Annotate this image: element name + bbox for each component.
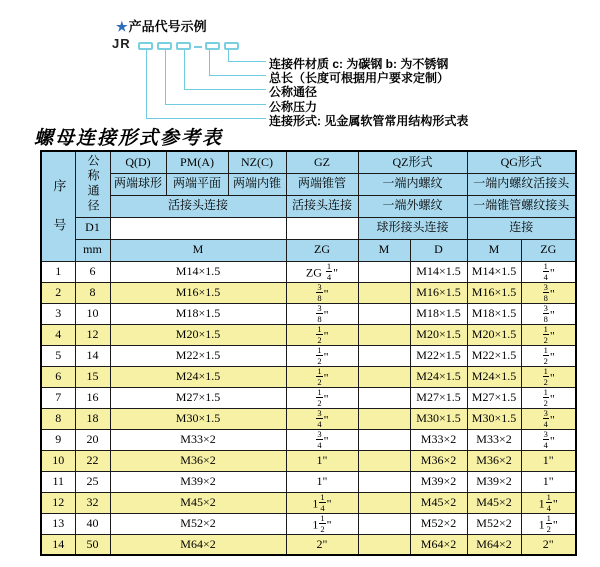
table-cell: $\frac{1}{2}$ ": [521, 387, 576, 408]
table-cell: 2": [521, 534, 576, 555]
fraction: $\frac{1}{2}$: [317, 366, 322, 387]
table-cell: M30×1.5: [410, 408, 467, 429]
header-q: Q(D): [110, 151, 166, 173]
table-cell: M39×2: [110, 471, 286, 492]
table-cell: 1": [521, 471, 576, 492]
table-cell: $\frac{3}{8}$ ": [521, 303, 576, 324]
leader-line: [209, 50, 210, 75]
table-cell: M52×2: [467, 513, 521, 534]
header-zg1: ZG: [286, 239, 358, 261]
table-cell: $\frac{1}{2}$ ": [286, 345, 358, 366]
table-cell: [358, 429, 410, 450]
header-empty-cell: [286, 217, 358, 239]
table-cell: 20: [75, 429, 110, 450]
fraction: $\frac{1}{2}$: [546, 513, 551, 534]
diagram-heading: [116, 16, 207, 35]
table-cell: 50: [75, 534, 110, 555]
code-box: [224, 42, 239, 50]
table-cell: M45×2: [410, 492, 467, 513]
table-row: [41, 534, 576, 555]
table-cell: [358, 450, 410, 471]
table-cell: M36×2: [410, 450, 467, 471]
table-cell: M27×1.5: [467, 387, 521, 408]
table-cell: 7: [41, 387, 75, 408]
table-cell: M22×1.5: [467, 345, 521, 366]
fraction: $\frac{1}{4}$: [320, 492, 325, 513]
fraction: $\frac{3}{4}$: [543, 408, 548, 429]
table-cell: M30×1.5: [467, 408, 521, 429]
table-cell: $\frac{3}{8}$ ": [286, 282, 358, 303]
table-cell: M14×1.5: [410, 261, 467, 282]
leader-line: [228, 50, 229, 61]
header-qz: QZ形式: [358, 151, 467, 173]
fraction: $\frac{1}{4}$: [543, 261, 548, 282]
header-qg-desc2: 一端锥管螺纹接头: [467, 195, 576, 217]
table-cell: M16×1.5: [467, 282, 521, 303]
table-cell: 40: [75, 513, 110, 534]
table-cell: M64×2: [467, 534, 521, 555]
fraction: $\frac{1}{4}$: [546, 492, 551, 513]
table-cell: $\frac{1}{2}$ ": [521, 324, 576, 345]
table-cell: [358, 366, 410, 387]
table-cell: M39×2: [410, 471, 467, 492]
table-cell: 12: [41, 492, 75, 513]
fraction: $\frac{1}{2}$: [543, 387, 548, 408]
table-cell: $\frac{1}{4}$ ": [521, 261, 576, 282]
table-cell: M64×2: [110, 534, 286, 555]
table-cell: 8: [75, 282, 110, 303]
fraction: $\frac{1}{2}$: [320, 513, 325, 534]
table-cell: [358, 492, 410, 513]
table-row: [41, 261, 576, 282]
table-cell: $\frac{1}{2}$ ": [521, 366, 576, 387]
table-cell: 13: [41, 513, 75, 534]
diagram-label-pressure: 公称压力: [269, 100, 318, 114]
header-d: D: [410, 239, 467, 261]
table-cell: 1": [521, 450, 576, 471]
code-box: [205, 42, 220, 50]
table-cell: 6: [41, 366, 75, 387]
table-cell: M16×1.5: [410, 282, 467, 303]
diagram-label-connection: 连接形式: 见金属软管常用结构形式表: [269, 114, 469, 128]
table-cell: M30×1.5: [110, 408, 286, 429]
table-cell: $\frac{3}{8}$ ": [521, 282, 576, 303]
code-dash: [194, 46, 202, 48]
table-cell: 18: [75, 408, 110, 429]
table-cell: [358, 387, 410, 408]
nut-connection-table: [40, 150, 577, 556]
table-cell: M27×1.5: [410, 387, 467, 408]
header-seq: 序号: [41, 151, 75, 261]
table-cell: [358, 324, 410, 345]
table-cell: M18×1.5: [467, 303, 521, 324]
table-cell: M33×2: [467, 429, 521, 450]
table-cell: 14: [41, 534, 75, 555]
diagram-label-material: 连接件材质 c: 为碳钢 b: 为不锈钢: [269, 57, 449, 71]
table-cell: 1 $\frac{1}{4}$ ": [521, 492, 576, 513]
header-union-connection: 活接头连接: [110, 195, 286, 217]
header-pm: PM(A): [166, 151, 228, 173]
fraction: $\frac{1}{2}$: [317, 324, 322, 345]
table-row: [41, 282, 576, 303]
table-cell: 3: [41, 303, 75, 324]
table-cell: M33×2: [110, 429, 286, 450]
diagram-label-length: 总长（长度可根据用户要求定制）: [269, 71, 450, 85]
header-qz-desc1: 一端内螺纹: [358, 173, 467, 195]
table-cell: 4: [41, 324, 75, 345]
table-cell: 1 $\frac{1}{2}$ ": [286, 513, 358, 534]
header-qz-desc2: 一端外螺纹: [358, 195, 467, 217]
header-d1: D1: [75, 217, 110, 239]
table-cell: $\frac{3}{8}$ ": [286, 303, 358, 324]
header-empty-cell: [110, 217, 286, 239]
table-row: [41, 387, 576, 408]
table-row: [41, 408, 576, 429]
table-cell: M52×2: [410, 513, 467, 534]
header-m3: M: [467, 239, 521, 261]
table-cell: $\frac{3}{4}$ ": [521, 408, 576, 429]
header-gz-desc: 两端锥管: [286, 173, 358, 195]
table-cell: $\frac{3}{4}$ ": [286, 408, 358, 429]
header-qg-desc1: 一端内螺纹活接头: [467, 173, 576, 195]
table-cell: [358, 513, 410, 534]
table-cell: M36×2: [110, 450, 286, 471]
table-cell: M36×2: [467, 450, 521, 471]
leader-line: [165, 104, 266, 105]
table-cell: M24×1.5: [410, 366, 467, 387]
fraction: $\frac{1}{2}$: [317, 387, 322, 408]
fraction: $\frac{3}{4}$: [543, 429, 548, 450]
table-row: [41, 513, 576, 534]
table-cell: M20×1.5: [410, 324, 467, 345]
fraction: $\frac{3}{4}$: [317, 429, 322, 450]
table-cell: M20×1.5: [110, 324, 286, 345]
table-row: [41, 366, 576, 387]
table-cell: M14×1.5: [110, 261, 286, 282]
fraction: $\frac{3}{8}$: [317, 303, 322, 324]
table-cell: M24×1.5: [110, 366, 286, 387]
table-cell: [358, 282, 410, 303]
table-title: 螺母连接形式参考表: [34, 127, 224, 149]
table-cell: 11: [41, 471, 75, 492]
table-cell: 5: [41, 345, 75, 366]
table-cell: [358, 471, 410, 492]
table-cell: M18×1.5: [110, 303, 286, 324]
code-box: [157, 42, 172, 50]
header-qg: QG形式: [467, 151, 576, 173]
header-zg2: ZG: [521, 239, 576, 261]
table-header: [41, 151, 576, 261]
star-icon: ★: [116, 19, 128, 34]
fraction: $\frac{1}{2}$: [543, 345, 548, 366]
header-nz: NZ(C): [228, 151, 286, 173]
fraction: $\frac{3}{8}$: [317, 282, 322, 303]
table-cell: $\frac{3}{4}$ ": [286, 429, 358, 450]
table-cell: [358, 534, 410, 555]
header-m1: M: [110, 239, 286, 261]
header-pm-desc: 两端平面: [166, 173, 228, 195]
header-m2: M: [358, 239, 410, 261]
table-cell: [358, 303, 410, 324]
header-gz: GZ: [286, 151, 358, 173]
table-cell: $\frac{1}{2}$ ": [286, 366, 358, 387]
table-cell: $\frac{1}{2}$ ": [286, 324, 358, 345]
table-cell: M14×1.5: [467, 261, 521, 282]
diagram-heading-text: 产品代号示例: [128, 19, 207, 34]
table-row: [41, 492, 576, 513]
table-cell: M22×1.5: [410, 345, 467, 366]
table-row: [41, 450, 576, 471]
table-row: [41, 324, 576, 345]
table-row: [41, 471, 576, 492]
table-cell: M27×1.5: [110, 387, 286, 408]
header-gz-connection: 活接头连接: [286, 195, 358, 217]
leader-line: [146, 118, 266, 119]
table-cell: M18×1.5: [410, 303, 467, 324]
header-q-desc: 两端球形: [110, 173, 166, 195]
leader-line: [165, 50, 166, 104]
table-cell: 1 $\frac{1}{2}$ ": [521, 513, 576, 534]
table-cell: 10: [75, 303, 110, 324]
code-box: [138, 42, 153, 50]
leader-line: [184, 50, 185, 89]
table-cell: [358, 261, 410, 282]
table-row: [41, 345, 576, 366]
code-box: [176, 42, 191, 50]
fraction: $\frac{3}{8}$: [543, 282, 548, 303]
table-cell: [358, 408, 410, 429]
table-body: [41, 261, 576, 555]
table-cell: 1": [286, 450, 358, 471]
table-cell: 16: [75, 387, 110, 408]
table-cell: 9: [41, 429, 75, 450]
code-prefix: JR: [112, 36, 131, 51]
fraction: $\frac{1}{4}$: [326, 261, 332, 282]
table-cell: 2: [41, 282, 75, 303]
table-cell: 1: [41, 261, 75, 282]
table-cell: 1": [286, 471, 358, 492]
table-cell: M33×2: [410, 429, 467, 450]
table-cell: M45×2: [467, 492, 521, 513]
table-cell: M64×2: [410, 534, 467, 555]
table-cell: M16×1.5: [110, 282, 286, 303]
table-cell: M52×2: [110, 513, 286, 534]
table-cell: 22: [75, 450, 110, 471]
header-qz-connection: 球形接头连接: [358, 217, 467, 239]
diagram-label-diameter: 公称通径: [269, 85, 318, 99]
table-cell: 14: [75, 345, 110, 366]
header-qg-connection: 连接: [467, 217, 576, 239]
table-cell: $\frac{1}{2}$ ": [286, 387, 358, 408]
leader-line: [228, 61, 266, 62]
table-cell: M39×2: [467, 471, 521, 492]
fraction: $\frac{3}{4}$: [317, 408, 322, 429]
table-cell: M24×1.5: [467, 366, 521, 387]
table-cell: ZG $\frac{1}{4}$ ": [286, 261, 358, 282]
fraction: $\frac{3}{8}$: [543, 303, 548, 324]
table-cell: 8: [41, 408, 75, 429]
table-cell: 1 $\frac{1}{4}$ ": [286, 492, 358, 513]
fraction: $\frac{1}{2}$: [317, 345, 322, 366]
table-cell: 12: [75, 324, 110, 345]
table-cell: M45×2: [110, 492, 286, 513]
table-cell: $\frac{1}{2}$ ": [521, 345, 576, 366]
table-cell: M22×1.5: [110, 345, 286, 366]
table-cell: 10: [41, 450, 75, 471]
table-row: [41, 429, 576, 450]
table-cell: 15: [75, 366, 110, 387]
fraction: $\frac{1}{2}$: [543, 366, 548, 387]
header-nominal-diameter: 公称通径: [75, 151, 110, 217]
table-cell: 2": [286, 534, 358, 555]
header-nz-desc: 两端内锥: [228, 173, 286, 195]
table-cell: 6: [75, 261, 110, 282]
table-cell: [358, 345, 410, 366]
table-cell: M20×1.5: [467, 324, 521, 345]
header-mm: mm: [75, 239, 110, 261]
leader-line: [146, 50, 147, 118]
table-row: [41, 303, 576, 324]
leader-line: [184, 89, 266, 90]
leader-line: [209, 75, 266, 76]
table-cell: $\frac{3}{4}$ ": [521, 429, 576, 450]
table-cell: 32: [75, 492, 110, 513]
fraction: $\frac{1}{2}$: [543, 324, 548, 345]
table-cell: 25: [75, 471, 110, 492]
